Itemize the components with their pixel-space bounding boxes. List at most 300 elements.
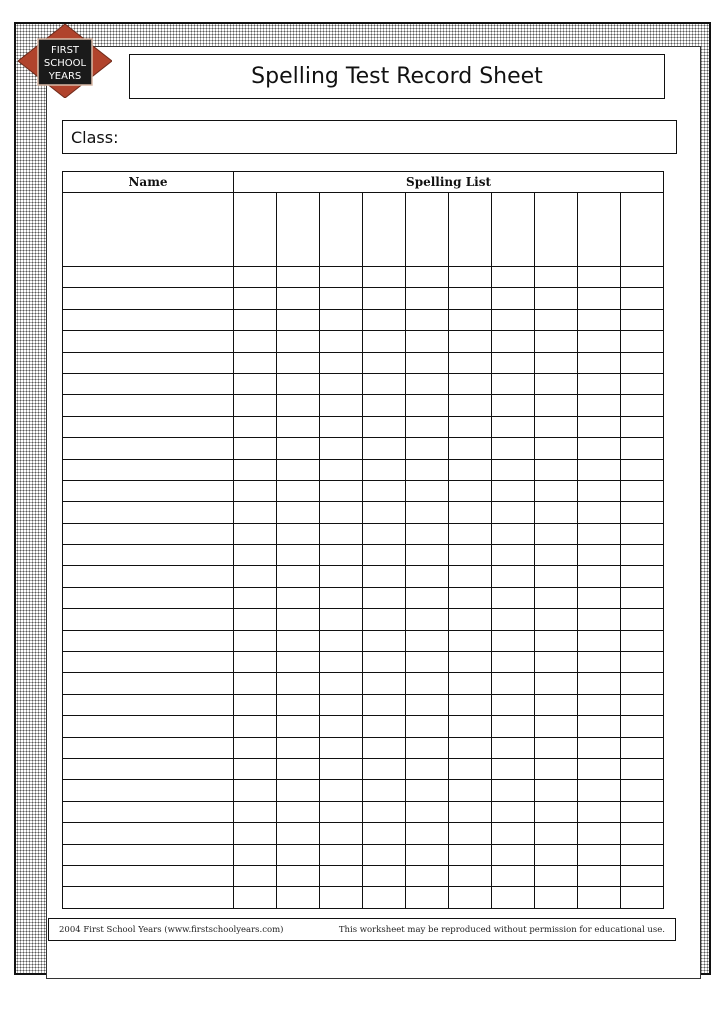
score-cell[interactable]	[492, 566, 535, 587]
score-cell[interactable]	[320, 823, 363, 844]
score-cell[interactable]	[578, 438, 621, 459]
score-cell[interactable]	[363, 780, 406, 801]
score-cell[interactable]	[621, 801, 664, 822]
score-cell[interactable]	[449, 373, 492, 394]
score-cell[interactable]	[492, 502, 535, 523]
score-cell[interactable]	[449, 758, 492, 779]
score-cell[interactable]	[277, 673, 320, 694]
word-header-cell[interactable]	[277, 193, 320, 267]
score-cell[interactable]	[578, 865, 621, 886]
score-cell[interactable]	[277, 587, 320, 608]
student-name-cell[interactable]	[63, 758, 234, 779]
score-cell[interactable]	[406, 309, 449, 330]
score-cell[interactable]	[535, 523, 578, 544]
score-cell[interactable]	[363, 630, 406, 651]
score-cell[interactable]	[492, 267, 535, 288]
score-cell[interactable]	[363, 609, 406, 630]
score-cell[interactable]	[406, 823, 449, 844]
score-cell[interactable]	[535, 844, 578, 865]
score-cell[interactable]	[621, 502, 664, 523]
score-cell[interactable]	[406, 587, 449, 608]
student-name-cell[interactable]	[63, 716, 234, 737]
score-cell[interactable]	[578, 480, 621, 501]
score-cell[interactable]	[492, 352, 535, 373]
score-cell[interactable]	[578, 331, 621, 352]
score-cell[interactable]	[363, 331, 406, 352]
score-cell[interactable]	[277, 716, 320, 737]
score-cell[interactable]	[449, 309, 492, 330]
score-cell[interactable]	[492, 801, 535, 822]
score-cell[interactable]	[320, 267, 363, 288]
score-cell[interactable]	[535, 823, 578, 844]
score-cell[interactable]	[492, 865, 535, 886]
student-name-cell[interactable]	[63, 780, 234, 801]
score-cell[interactable]	[406, 373, 449, 394]
score-cell[interactable]	[449, 694, 492, 715]
score-cell[interactable]	[449, 673, 492, 694]
score-cell[interactable]	[492, 694, 535, 715]
score-cell[interactable]	[277, 373, 320, 394]
score-cell[interactable]	[320, 416, 363, 437]
score-cell[interactable]	[621, 823, 664, 844]
score-cell[interactable]	[277, 459, 320, 480]
score-cell[interactable]	[535, 887, 578, 908]
score-cell[interactable]	[535, 459, 578, 480]
score-cell[interactable]	[492, 459, 535, 480]
score-cell[interactable]	[363, 480, 406, 501]
score-cell[interactable]	[320, 288, 363, 309]
score-cell[interactable]	[234, 459, 277, 480]
score-cell[interactable]	[234, 865, 277, 886]
score-cell[interactable]	[492, 844, 535, 865]
score-cell[interactable]	[320, 395, 363, 416]
score-cell[interactable]	[406, 673, 449, 694]
score-cell[interactable]	[234, 288, 277, 309]
score-cell[interactable]	[492, 416, 535, 437]
score-cell[interactable]	[277, 502, 320, 523]
score-cell[interactable]	[449, 737, 492, 758]
score-cell[interactable]	[234, 609, 277, 630]
score-cell[interactable]	[535, 331, 578, 352]
score-cell[interactable]	[234, 780, 277, 801]
score-cell[interactable]	[277, 545, 320, 566]
score-cell[interactable]	[406, 459, 449, 480]
score-cell[interactable]	[449, 502, 492, 523]
score-cell[interactable]	[234, 758, 277, 779]
score-cell[interactable]	[578, 780, 621, 801]
score-cell[interactable]	[492, 780, 535, 801]
student-name-cell[interactable]	[63, 823, 234, 844]
score-cell[interactable]	[234, 673, 277, 694]
score-cell[interactable]	[277, 331, 320, 352]
score-cell[interactable]	[621, 630, 664, 651]
score-cell[interactable]	[406, 801, 449, 822]
score-cell[interactable]	[621, 609, 664, 630]
score-cell[interactable]	[234, 480, 277, 501]
score-cell[interactable]	[621, 545, 664, 566]
score-cell[interactable]	[363, 737, 406, 758]
score-cell[interactable]	[578, 737, 621, 758]
score-cell[interactable]	[234, 823, 277, 844]
word-header-cell[interactable]	[363, 193, 406, 267]
score-cell[interactable]	[535, 352, 578, 373]
word-header-cell[interactable]	[578, 193, 621, 267]
student-name-cell[interactable]	[63, 844, 234, 865]
score-cell[interactable]	[320, 566, 363, 587]
score-cell[interactable]	[492, 758, 535, 779]
score-cell[interactable]	[449, 395, 492, 416]
score-cell[interactable]	[535, 267, 578, 288]
score-cell[interactable]	[449, 887, 492, 908]
score-cell[interactable]	[406, 416, 449, 437]
score-cell[interactable]	[234, 587, 277, 608]
score-cell[interactable]	[406, 395, 449, 416]
score-cell[interactable]	[320, 716, 363, 737]
score-cell[interactable]	[621, 716, 664, 737]
score-cell[interactable]	[277, 395, 320, 416]
score-cell[interactable]	[363, 373, 406, 394]
score-cell[interactable]	[535, 673, 578, 694]
score-cell[interactable]	[320, 865, 363, 886]
score-cell[interactable]	[621, 844, 664, 865]
score-cell[interactable]	[363, 716, 406, 737]
score-cell[interactable]	[363, 844, 406, 865]
student-name-cell[interactable]	[63, 267, 234, 288]
score-cell[interactable]	[406, 566, 449, 587]
score-cell[interactable]	[449, 459, 492, 480]
student-name-cell[interactable]	[63, 652, 234, 673]
score-cell[interactable]	[492, 887, 535, 908]
score-cell[interactable]	[492, 373, 535, 394]
score-cell[interactable]	[363, 459, 406, 480]
score-cell[interactable]	[406, 352, 449, 373]
score-cell[interactable]	[621, 352, 664, 373]
score-cell[interactable]	[578, 352, 621, 373]
score-cell[interactable]	[449, 480, 492, 501]
score-cell[interactable]	[621, 587, 664, 608]
score-cell[interactable]	[363, 865, 406, 886]
score-cell[interactable]	[406, 267, 449, 288]
student-name-cell[interactable]	[63, 438, 234, 459]
score-cell[interactable]	[234, 267, 277, 288]
student-name-cell[interactable]	[63, 459, 234, 480]
score-cell[interactable]	[234, 652, 277, 673]
score-cell[interactable]	[621, 416, 664, 437]
score-cell[interactable]	[449, 630, 492, 651]
student-name-cell[interactable]	[63, 416, 234, 437]
score-cell[interactable]	[535, 416, 578, 437]
score-cell[interactable]	[578, 609, 621, 630]
score-cell[interactable]	[277, 694, 320, 715]
score-cell[interactable]	[277, 865, 320, 886]
score-cell[interactable]	[320, 373, 363, 394]
score-cell[interactable]	[363, 523, 406, 544]
score-cell[interactable]	[406, 331, 449, 352]
score-cell[interactable]	[535, 716, 578, 737]
score-cell[interactable]	[578, 309, 621, 330]
score-cell[interactable]	[492, 545, 535, 566]
score-cell[interactable]	[535, 737, 578, 758]
score-cell[interactable]	[578, 844, 621, 865]
score-cell[interactable]	[578, 801, 621, 822]
word-header-cell[interactable]	[492, 193, 535, 267]
score-cell[interactable]	[492, 587, 535, 608]
score-cell[interactable]	[363, 694, 406, 715]
score-cell[interactable]	[621, 438, 664, 459]
score-cell[interactable]	[363, 267, 406, 288]
score-cell[interactable]	[277, 758, 320, 779]
score-cell[interactable]	[363, 801, 406, 822]
score-cell[interactable]	[363, 352, 406, 373]
score-cell[interactable]	[578, 652, 621, 673]
score-cell[interactable]	[492, 609, 535, 630]
student-name-cell[interactable]	[63, 587, 234, 608]
score-cell[interactable]	[578, 502, 621, 523]
score-cell[interactable]	[492, 288, 535, 309]
score-cell[interactable]	[621, 523, 664, 544]
score-cell[interactable]	[234, 887, 277, 908]
score-cell[interactable]	[277, 780, 320, 801]
student-name-cell[interactable]	[63, 288, 234, 309]
word-header-cell[interactable]	[449, 193, 492, 267]
student-name-cell[interactable]	[63, 480, 234, 501]
student-name-cell[interactable]	[63, 523, 234, 544]
score-cell[interactable]	[363, 587, 406, 608]
score-cell[interactable]	[449, 438, 492, 459]
student-name-cell[interactable]	[63, 352, 234, 373]
score-cell[interactable]	[535, 395, 578, 416]
score-cell[interactable]	[492, 331, 535, 352]
score-cell[interactable]	[406, 609, 449, 630]
score-cell[interactable]	[535, 587, 578, 608]
score-cell[interactable]	[621, 331, 664, 352]
score-cell[interactable]	[578, 823, 621, 844]
score-cell[interactable]	[406, 545, 449, 566]
score-cell[interactable]	[363, 823, 406, 844]
score-cell[interactable]	[320, 758, 363, 779]
score-cell[interactable]	[621, 737, 664, 758]
score-cell[interactable]	[492, 716, 535, 737]
score-cell[interactable]	[578, 758, 621, 779]
score-cell[interactable]	[363, 395, 406, 416]
score-cell[interactable]	[449, 331, 492, 352]
score-cell[interactable]	[492, 395, 535, 416]
score-cell[interactable]	[449, 566, 492, 587]
score-cell[interactable]	[535, 502, 578, 523]
score-cell[interactable]	[277, 267, 320, 288]
score-cell[interactable]	[277, 823, 320, 844]
score-cell[interactable]	[320, 737, 363, 758]
score-cell[interactable]	[535, 288, 578, 309]
score-cell[interactable]	[234, 523, 277, 544]
score-cell[interactable]	[492, 438, 535, 459]
score-cell[interactable]	[277, 652, 320, 673]
score-cell[interactable]	[363, 673, 406, 694]
score-cell[interactable]	[234, 737, 277, 758]
score-cell[interactable]	[234, 502, 277, 523]
score-cell[interactable]	[406, 737, 449, 758]
score-cell[interactable]	[320, 438, 363, 459]
score-cell[interactable]	[492, 480, 535, 501]
score-cell[interactable]	[492, 523, 535, 544]
score-cell[interactable]	[234, 844, 277, 865]
score-cell[interactable]	[535, 545, 578, 566]
score-cell[interactable]	[234, 309, 277, 330]
score-cell[interactable]	[320, 352, 363, 373]
score-cell[interactable]	[621, 309, 664, 330]
score-cell[interactable]	[406, 652, 449, 673]
score-cell[interactable]	[578, 459, 621, 480]
score-cell[interactable]	[320, 545, 363, 566]
score-cell[interactable]	[449, 652, 492, 673]
score-cell[interactable]	[578, 395, 621, 416]
score-cell[interactable]	[621, 780, 664, 801]
score-cell[interactable]	[449, 609, 492, 630]
score-cell[interactable]	[234, 395, 277, 416]
word-header-cell[interactable]	[320, 193, 363, 267]
score-cell[interactable]	[621, 395, 664, 416]
score-cell[interactable]	[621, 758, 664, 779]
score-cell[interactable]	[535, 694, 578, 715]
score-cell[interactable]	[621, 673, 664, 694]
score-cell[interactable]	[578, 716, 621, 737]
score-cell[interactable]	[363, 887, 406, 908]
score-cell[interactable]	[535, 630, 578, 651]
word-header-cell[interactable]	[621, 193, 664, 267]
student-name-cell[interactable]	[63, 694, 234, 715]
score-cell[interactable]	[621, 288, 664, 309]
score-cell[interactable]	[320, 694, 363, 715]
score-cell[interactable]	[277, 566, 320, 587]
score-cell[interactable]	[320, 652, 363, 673]
score-cell[interactable]	[363, 758, 406, 779]
score-cell[interactable]	[621, 267, 664, 288]
score-cell[interactable]	[277, 352, 320, 373]
score-cell[interactable]	[578, 373, 621, 394]
score-cell[interactable]	[492, 309, 535, 330]
score-cell[interactable]	[320, 844, 363, 865]
score-cell[interactable]	[363, 438, 406, 459]
score-cell[interactable]	[277, 630, 320, 651]
student-name-cell[interactable]	[63, 373, 234, 394]
student-name-cell[interactable]	[63, 545, 234, 566]
score-cell[interactable]	[406, 716, 449, 737]
score-cell[interactable]	[449, 844, 492, 865]
score-cell[interactable]	[621, 694, 664, 715]
word-header-cell[interactable]	[406, 193, 449, 267]
score-cell[interactable]	[621, 566, 664, 587]
score-cell[interactable]	[449, 780, 492, 801]
score-cell[interactable]	[277, 801, 320, 822]
score-cell[interactable]	[277, 523, 320, 544]
student-name-cell[interactable]	[63, 309, 234, 330]
score-cell[interactable]	[277, 438, 320, 459]
score-cell[interactable]	[449, 801, 492, 822]
score-cell[interactable]	[320, 459, 363, 480]
score-cell[interactable]	[578, 673, 621, 694]
score-cell[interactable]	[578, 630, 621, 651]
score-cell[interactable]	[535, 309, 578, 330]
score-cell[interactable]	[449, 352, 492, 373]
score-cell[interactable]	[535, 801, 578, 822]
score-cell[interactable]	[449, 545, 492, 566]
score-cell[interactable]	[277, 737, 320, 758]
score-cell[interactable]	[449, 267, 492, 288]
score-cell[interactable]	[578, 566, 621, 587]
score-cell[interactable]	[406, 887, 449, 908]
student-name-cell[interactable]	[63, 609, 234, 630]
score-cell[interactable]	[320, 609, 363, 630]
score-cell[interactable]	[320, 480, 363, 501]
score-cell[interactable]	[234, 438, 277, 459]
score-cell[interactable]	[363, 416, 406, 437]
student-name-cell[interactable]	[63, 673, 234, 694]
score-cell[interactable]	[578, 587, 621, 608]
score-cell[interactable]	[492, 737, 535, 758]
score-cell[interactable]	[449, 416, 492, 437]
score-cell[interactable]	[277, 844, 320, 865]
score-cell[interactable]	[535, 865, 578, 886]
score-cell[interactable]	[234, 416, 277, 437]
score-cell[interactable]	[535, 780, 578, 801]
score-cell[interactable]	[449, 865, 492, 886]
score-cell[interactable]	[492, 823, 535, 844]
score-cell[interactable]	[406, 865, 449, 886]
score-cell[interactable]	[363, 309, 406, 330]
score-cell[interactable]	[363, 652, 406, 673]
score-cell[interactable]	[535, 480, 578, 501]
score-cell[interactable]	[277, 288, 320, 309]
score-cell[interactable]	[535, 566, 578, 587]
score-cell[interactable]	[621, 373, 664, 394]
score-cell[interactable]	[234, 694, 277, 715]
score-cell[interactable]	[578, 416, 621, 437]
student-name-cell[interactable]	[63, 566, 234, 587]
score-cell[interactable]	[363, 288, 406, 309]
score-cell[interactable]	[320, 587, 363, 608]
score-cell[interactable]	[449, 823, 492, 844]
score-cell[interactable]	[621, 652, 664, 673]
score-cell[interactable]	[277, 887, 320, 908]
score-cell[interactable]	[535, 373, 578, 394]
score-cell[interactable]	[320, 523, 363, 544]
score-cell[interactable]	[277, 609, 320, 630]
score-cell[interactable]	[492, 652, 535, 673]
score-cell[interactable]	[578, 694, 621, 715]
score-cell[interactable]	[320, 780, 363, 801]
score-cell[interactable]	[234, 716, 277, 737]
score-cell[interactable]	[277, 309, 320, 330]
score-cell[interactable]	[234, 566, 277, 587]
score-cell[interactable]	[406, 480, 449, 501]
score-cell[interactable]	[449, 587, 492, 608]
score-cell[interactable]	[406, 438, 449, 459]
student-name-cell[interactable]	[63, 395, 234, 416]
score-cell[interactable]	[578, 288, 621, 309]
score-cell[interactable]	[406, 288, 449, 309]
score-cell[interactable]	[320, 502, 363, 523]
score-cell[interactable]	[578, 523, 621, 544]
score-cell[interactable]	[234, 630, 277, 651]
student-name-cell[interactable]	[63, 801, 234, 822]
student-name-cell[interactable]	[63, 331, 234, 352]
class-field[interactable]	[62, 120, 677, 154]
word-header-cell[interactable]	[535, 193, 578, 267]
score-cell[interactable]	[492, 630, 535, 651]
student-name-cell[interactable]	[63, 865, 234, 886]
score-cell[interactable]	[320, 887, 363, 908]
score-cell[interactable]	[363, 545, 406, 566]
